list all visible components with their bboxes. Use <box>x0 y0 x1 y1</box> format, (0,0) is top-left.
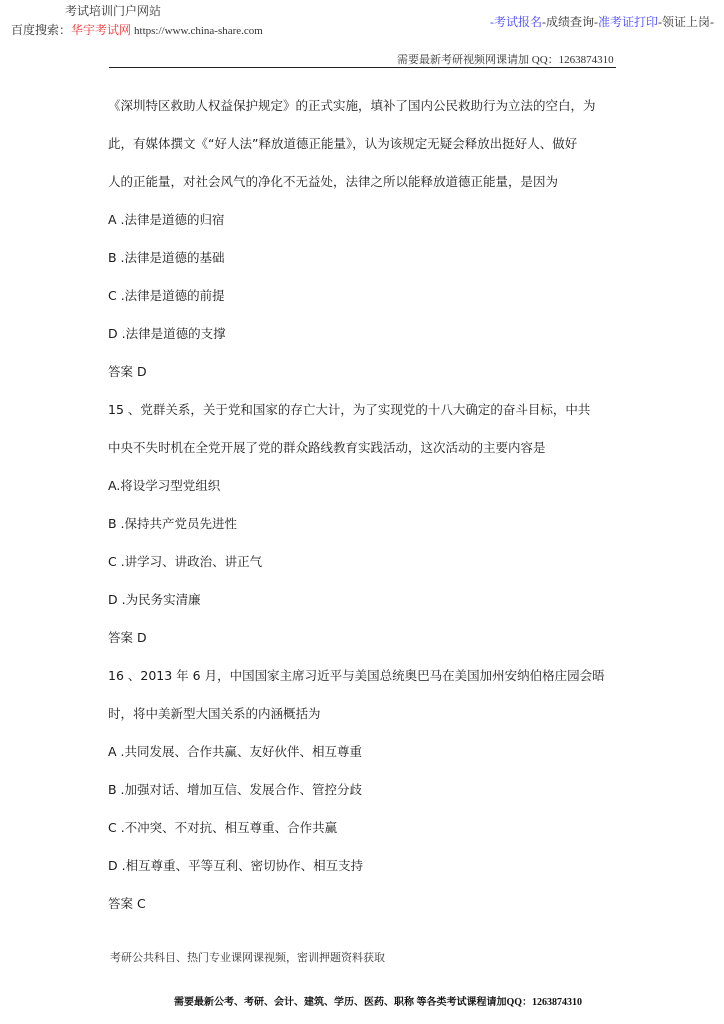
link-exam-registration[interactable]: 考试报名 <box>494 15 543 29</box>
search-brand[interactable]: 华宇考试网 <box>71 23 132 37</box>
text-line: B .加强对话、增加互信、发展合作、管控分歧 <box>108 782 363 797</box>
link-certificate[interactable]: -领证上岗- <box>658 15 715 29</box>
text-line: C .不冲突、不对抗、相互尊重、合作共赢 <box>108 820 338 835</box>
link-score-query[interactable]: -成绩查询- <box>542 15 599 29</box>
text-line: 此，有媒体撰文《“好人法”释放道德正能量》，认为该规定无疑会释放出挺好人、做好 <box>108 136 578 151</box>
text-line: D .为民务实清廉 <box>108 592 201 607</box>
text-line: D .法律是道德的支撑 <box>108 326 226 341</box>
text-line: B .保持共产党员先进性 <box>108 516 238 531</box>
search-label: 百度搜索： <box>11 23 72 37</box>
text-line: B .法律是道德的基础 <box>108 250 225 265</box>
document-body <box>108 96 628 932</box>
text-line: 时，将中美新型大国关系的内涵概括为 <box>108 706 321 721</box>
site-title: 考试培训门户网站 <box>65 4 162 18</box>
text-line: A .法律是道德的归宿 <box>108 212 225 227</box>
text-line: 答案 C <box>108 896 146 911</box>
text-line: 答案 D <box>108 630 147 645</box>
text-line: 16 、2013 年 6 月，中国国家主席习近平与美国总统奥巴马在美国加州安纳伯格庄园会晤 <box>108 668 605 683</box>
text-line: A.将设学习型党组织 <box>108 478 221 493</box>
text-line: 人的正能量，对社会风气的净化不无益处，法律之所以能释放道德正能量，是因为 <box>108 174 559 189</box>
text-line: 15 、党群关系，关于党和国家的存亡大计，为了实现党的十八大确定的奋斗目标，中共 <box>108 402 591 417</box>
footer-note: 考研公共科目、热门专业课网课视频，密训押题资料获取 <box>110 952 385 964</box>
footer-bottom: 需要最新公考、考研、会计、建筑、学历、医药、职称 等各类考试课程请加QQ：1263874310 <box>174 997 583 1008</box>
link-admission-ticket[interactable]: 准考证打印 <box>598 15 659 29</box>
text-line: 答案 D <box>108 364 147 379</box>
text-line: A .共同发展、合作共赢、友好伙伴、相互尊重 <box>108 744 362 759</box>
header-links <box>490 13 714 30</box>
text-line: C .讲学习、讲政治、讲正气 <box>108 554 263 569</box>
search-hint <box>11 21 263 38</box>
qq-note: 需要最新考研视频网课请加 QQ：1263874310 <box>397 54 614 66</box>
text-line: C .法律是道德的前提 <box>108 288 225 303</box>
text-line: D .相互尊重、平等互利、密切协作、相互支持 <box>108 858 364 873</box>
header-divider <box>109 67 616 68</box>
text-line: 《深圳特区救助人权益保护规定》的正式实施，填补了国内公民救助行为立法的空白，为 <box>108 98 596 113</box>
link-dash: - <box>490 15 494 29</box>
site-url[interactable]: https://www.china-share.com <box>134 25 263 37</box>
text-line: 中央不失时机在全党开展了党的群众路线教育实践活动，这次活动的主要内容是 <box>108 440 546 455</box>
